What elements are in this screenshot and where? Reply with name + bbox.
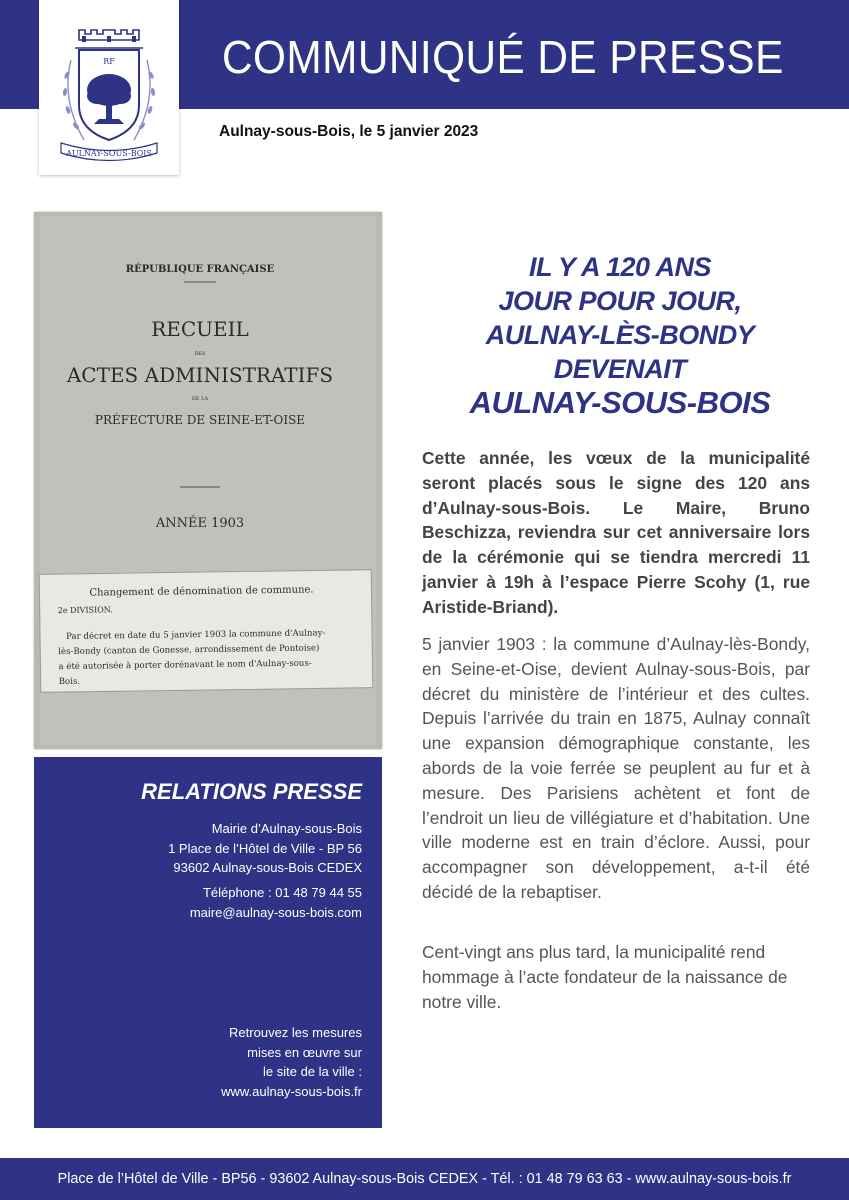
press-website-link[interactable]: www.aulnay-sous-bois.fr — [221, 1084, 362, 1099]
clipping-division: 2e DIVISION. — [57, 605, 113, 616]
archive-document-photo — [34, 212, 382, 749]
press-contact — [190, 883, 362, 923]
doc-republic: RÉPUBLIQUE FRANÇAISE — [125, 264, 275, 275]
press-web-line: Retrouvez les mesures — [229, 1025, 362, 1040]
press-website-note — [229, 1023, 362, 1082]
clipping-line: Bois. — [58, 676, 81, 688]
doc-des: DES — [194, 351, 206, 357]
clipping-title: Changement de dénomination de commune. — [89, 584, 314, 599]
body-paragraph-tribute: Cent-vingt ans plus tard, la municipalité rend hommage à l’acte fondateur de la naissance de notre ville. — [422, 942, 788, 1012]
logo-town-name: AULNAY-SOUS-BOIS — [66, 149, 152, 158]
page-title: COMMUNIQUÉ DE PRESSE — [222, 31, 784, 83]
city-logo — [39, 0, 179, 175]
clipping-line: a été autorisée à porter dorénavant le nom d'Aulnay-sous- — [58, 658, 312, 673]
footer: Place de l’Hôtel de Ville - BP56 - 93602 Aulnay-sous-Bois CEDEX - Tél. : 01 48 79 63 63 - www.aulnay-sous-bois.fr — [0, 1158, 849, 1200]
press-address-line: 1 Place de l’Hôtel de Ville - BP 56 — [168, 840, 362, 856]
logo-initials: RF — [103, 57, 115, 66]
headline-line: DEVENAIT — [553, 354, 687, 384]
headline-line: AULNAY-LÈS-BONDY — [485, 320, 755, 350]
clipping-line: Par décret en date du 5 janvier 1903 la commune d'Aulnay- — [65, 628, 326, 642]
body-paragraph-history: 5 janvier 1903 : la commune d’Aulnay-lès-Bondy, en Seine-et-Oise, devient Aulnay-sous-Bois, par décret du ministère de l’intérieur et des cultes. Depuis l’arrivée du train en 1875, Aulnay connaît une expansion démographique constante, les abords de la voie ferrée se peuplent au fur et à mesure. Des Parisiens achètent et font de l’endroit un lieu de villégiature et d’habitation. Une ville moderne est en train d’éclore. Aussi, pour accompagner son développement, a-t-il été décidé de la rebaptiser. — [422, 634, 810, 902]
headline — [400, 250, 840, 420]
city-coat-of-arms-icon — [39, 0, 179, 175]
press-title: RELATIONS PRESSE — [141, 779, 362, 804]
clipping-line: lès-Bondy (canton de Gonesse, arrondissement de Pontoise) — [58, 643, 320, 658]
press-phone: Téléphone : 01 48 79 44 55 — [202, 885, 362, 900]
doc-recueil: RECUEIL — [151, 317, 249, 341]
press-relations-box — [34, 757, 382, 1128]
press-address — [168, 819, 362, 878]
headline-town: AULNAY-SOUS-BOIS — [469, 385, 771, 420]
doc-actes: ACTES ADMINISTRATIFS — [66, 363, 334, 387]
doc-de-la: DE LA — [191, 396, 209, 402]
press-address-line: Mairie d’Aulnay-sous-Bois — [211, 821, 362, 836]
dateline: Aulnay-sous-Bois, le 5 janvier 2023 — [219, 123, 479, 140]
doc-prefecture: PRÉFECTURE DE SEINE-ET-OISE — [94, 413, 306, 427]
headline-line: JOUR POUR JOUR, — [498, 286, 742, 316]
press-web-line: le site de la ville : — [263, 1064, 362, 1079]
headline-line: IL Y A 120 ANS — [528, 252, 712, 282]
doc-annee: ANNÉE 1903 — [155, 516, 245, 531]
press-web-line: mises en œuvre sur — [247, 1044, 362, 1060]
lede-paragraph: Cette année, les vœux de la municipalité seront placés sous le signe des 120 ans d’Aulnay-sous-Bois. Le Maire, Bruno Beschizza, reviendra sur cet anniversaire lors de la cérémonie qui se tiendra mercredi 11 janvier à 19h à l’espace Pierre Scohy (1, rue Aristide-Briand). — [422, 448, 810, 617]
press-address-line: 93602 Aulnay-sous-Bois CEDEX — [173, 860, 362, 875]
press-email-link[interactable]: maire@aulnay-sous-bois.com — [189, 905, 362, 920]
